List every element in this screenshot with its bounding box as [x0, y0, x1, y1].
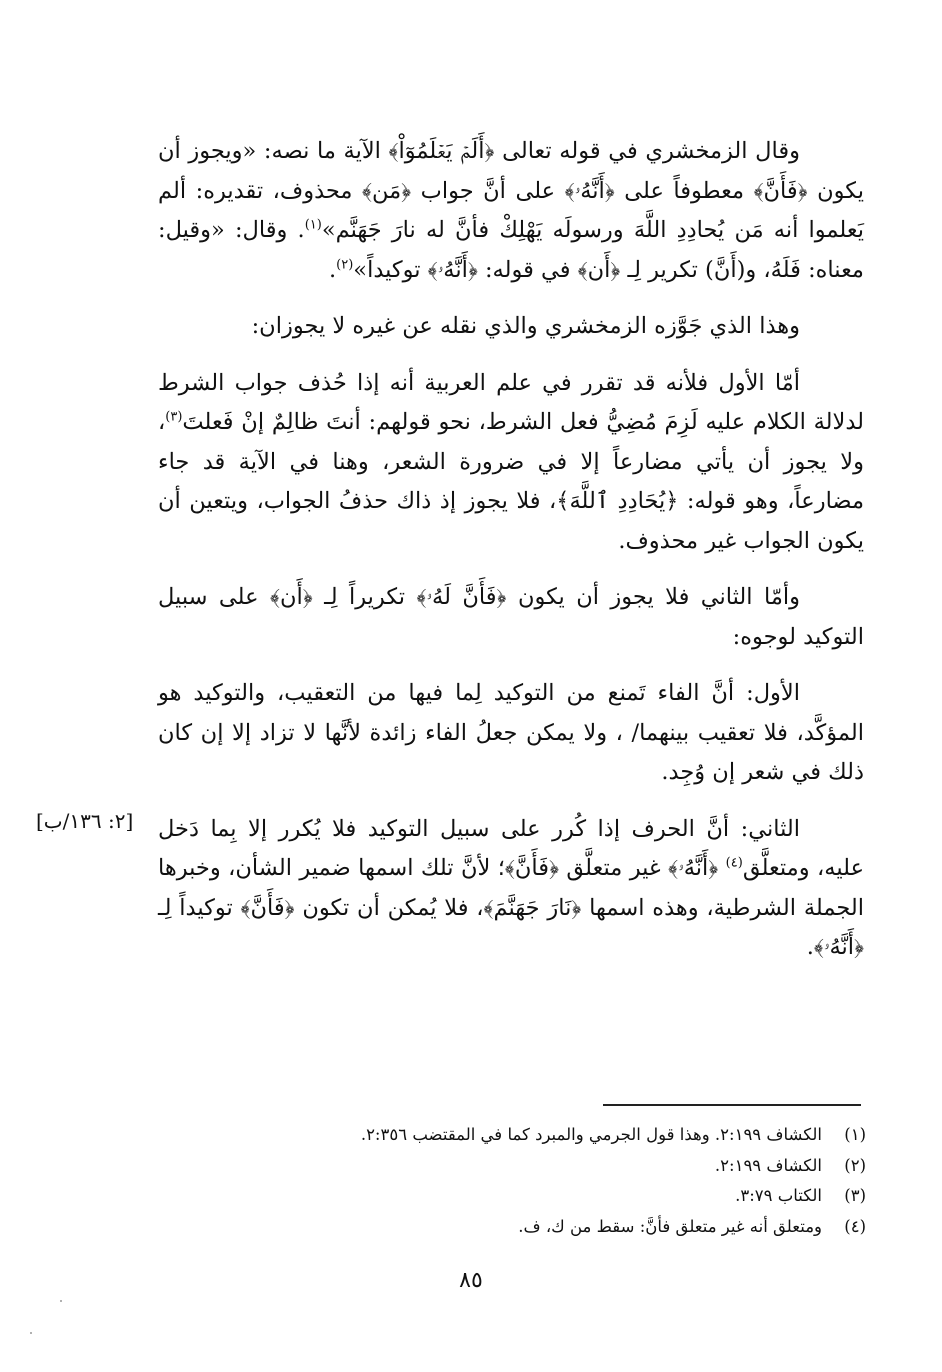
- footnote: [158, 1120, 866, 1151]
- paragraph-5: [158, 674, 864, 793]
- footnote-text: الكشاف ٢:١٩٩.: [714, 1155, 822, 1175]
- paragraph-1: [158, 132, 864, 290]
- text-run: ، ولا يجوز أن يأتي مضارعاً إلا في ضرورة الشعر، وهنا في الآية قد جاء مضارعاً، وهو قوله: ﴿يُحَادِدِ ٱللَّهَ﴾، فلا يجوز إذ ذاك حذفُ الجواب، ويتعين أن يكون الجواب غير محذوف.: [158, 409, 864, 554]
- footnote-separator: [603, 1104, 861, 1106]
- paragraph-2: [158, 307, 864, 347]
- text-run: وهذا الذي جَوَّزه الزمخشري والذي نقله عن غيره لا يجوزان:: [251, 313, 800, 339]
- page-number: ٨٥: [459, 1268, 483, 1293]
- footnote-number: (٢): [844, 1155, 866, 1175]
- text-run: وأمّا الثاني فلا يجوز أن يكون ﴿فَأَنَّ لَهُۥ﴾ تكريراً لِـ ﴿أَن﴾ على سبيل التوكيد لوجوه:: [158, 584, 864, 650]
- text-run: .: [329, 256, 337, 283]
- paragraph-3: [158, 364, 864, 562]
- footnote: [158, 1212, 866, 1243]
- text-run: ﴿أَنَّهُۥ﴾ غير متعلَّق ﴿فَأَنَّ﴾؛ لأنَّ تلك اسمها ضمير الشأن، وخبرها الجملة الشرطية، وهذه اسمها ﴿نَارَ جَهَنَّمَ﴾، فلا يُمكن أن تكون ﴿فَأَنَّ﴾ توكيداً لِـ ﴿أَنَّهُۥ﴾.: [158, 855, 864, 960]
- main-text: [158, 132, 864, 985]
- footnotes: [158, 1120, 866, 1242]
- text-run: وقال الزمخشري في قوله تعالى ﴿أَلَمۡ يَعۡلَمُوٓاْ﴾ الآية ما نصه: «ويجوز أن يكون ﴿فَأَنَّ﴾ معطوفاً على ﴿أَنَّهُۥ﴾ على أنَّ جواب ﴿مَن﴾ محذوف، تقديره: ألم يَعلموا أنه مَن يُحادِدِ اللَّهَ ورسولَه يَهْلِكْ فأنَّ له نارَ جَهَنَّم»: [158, 138, 864, 243]
- footnote-marker: (٢): [336, 257, 354, 272]
- scan-speck: [60, 1300, 62, 1302]
- footnote-marker: (٣): [165, 409, 183, 425]
- footnote-text: الكشاف ٢:١٩٩. وهذا قول الجرمي والمبرد كما في المقتضب ٢:٣٥٦.: [360, 1125, 822, 1144]
- text-run: الأول: أنَّ الفاء تَمنع من التوكيد لِما فيها من التعقيب، والتوكيد هو المؤكَّد، فلا تعقيب بينهما/ ، ولا يمكن جعلُ الفاء زائدة لأنَّها لا تزاد إلا إن كان ذلك في شعر إن وُجِد.: [158, 680, 864, 785]
- footnote-marker: (١): [304, 217, 322, 233]
- paragraph-4: [158, 578, 864, 657]
- footnote: [158, 1181, 866, 1212]
- text-run: الثاني: أنَّ الحرف إذا كُرر على سبيل التوكيد فلا يُكرر إلا بِما دَخل عليه، ومتعلَّق: [158, 815, 864, 881]
- footnote-number: (٤): [844, 1216, 866, 1236]
- footnote-number: (١): [844, 1125, 866, 1144]
- footnote-text: ومتعلق أنه غير متعلق فأنَّ: سقط من ك، ف.: [518, 1216, 822, 1236]
- paragraph-6: [158, 810, 864, 968]
- footnote-number: (٣): [844, 1186, 866, 1205]
- footnote-marker: (٤): [725, 855, 743, 871]
- footnote-text: الكتاب ٣:٧٩.: [735, 1186, 822, 1205]
- scan-speck: [30, 1332, 32, 1334]
- text-run: أمّا الأول فلأنه قد تقرر في علم العربية أنه إذا حُذف جواب الشرط لدلالة الكلام عليه لَزِمَ مُضِيُّ فعل الشرط، نحو قولهم: أنتَ ظالِمٌ إنْ فَعلتَ: [158, 369, 864, 435]
- manuscript-folio-reference: [٢: ١٣٦/ب]: [36, 809, 134, 833]
- text-run: . وقال: «وقيل: معناه: فَلَهُ، و(أَنَّ) تكرير لِـ ﴿أَن﴾ في قوله: ﴿أَنَّهُۥ﴾ توكيداً»: [158, 217, 864, 283]
- footnote: [158, 1151, 866, 1182]
